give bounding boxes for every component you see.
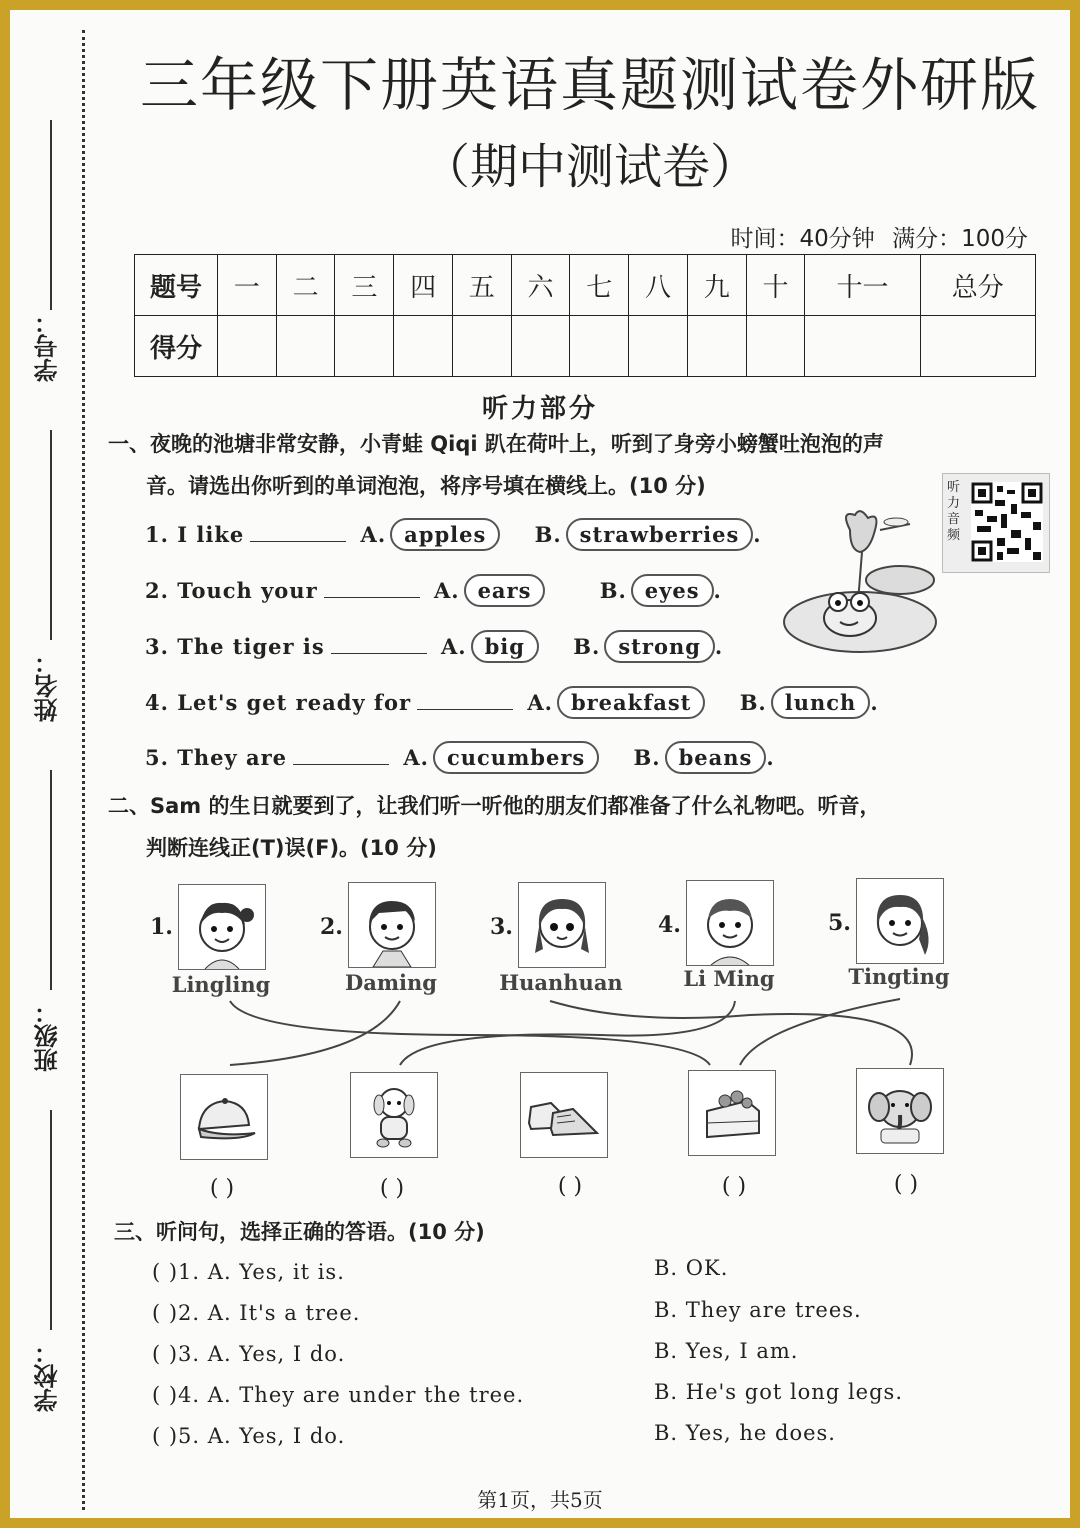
answer-blank[interactable] [324, 579, 420, 598]
school-underline [50, 1110, 52, 1330]
option-a-label: A. [403, 745, 429, 770]
section3-question-5-a: ( )5. A. Yes, I do. [152, 1424, 346, 1448]
score-header-row [135, 255, 1036, 316]
frog-on-lily-pad-icon [780, 510, 945, 660]
word-bubble-a[interactable]: big [471, 630, 539, 663]
cake-icon [688, 1070, 776, 1156]
answer-blank[interactable] [417, 691, 513, 710]
page-title: 三年级下册英语真题测试卷外研版 [139, 51, 1040, 119]
section2-instruction-line1: 二、Sam 的生日就要到了，让我们听一听他的朋友们都准备了什么礼物吧。听音， [108, 794, 881, 818]
score-header-cell: 七 [570, 255, 629, 316]
word-bubble-a[interactable]: breakfast [557, 686, 705, 719]
listening-heading: 听力部分 [481, 394, 598, 424]
word-bubble-b[interactable]: eyes [631, 574, 714, 607]
section1-instruction-line2: 音。请选出你听到的单词泡泡，将序号填在横线上。(10 分) [146, 474, 706, 498]
word-bubble-a[interactable]: apples [390, 518, 500, 551]
match-line [740, 999, 900, 1065]
section2-instruction-line2: 判断连线正(T)误(F)。(10 分) [146, 836, 437, 860]
answer-paren[interactable]: ( ) [721, 1174, 747, 1199]
score-header-cell: 四 [394, 255, 453, 316]
answer-blank[interactable] [331, 635, 427, 654]
answer-paren[interactable]: ( ) [209, 1176, 235, 1201]
score-cell[interactable] [687, 316, 746, 377]
sneakers-icon [520, 1072, 608, 1158]
full-score: 满分：100分 [892, 226, 1028, 252]
elephant-bag-icon [856, 1068, 944, 1154]
girl-huanhuan-portrait-icon [518, 882, 606, 968]
word-bubble-b[interactable]: strong [604, 630, 715, 663]
word-bubble-b[interactable]: strawberries [566, 518, 754, 551]
score-value-row [135, 316, 1036, 377]
score-cell[interactable] [570, 316, 629, 377]
person-number: 2. [320, 914, 343, 940]
listen-question-5: 5. They are A. cucumbers B. beans . [145, 741, 775, 774]
name-underline [50, 430, 52, 640]
score-header-cell: 五 [452, 255, 511, 316]
qr-label: 听力音频 [947, 480, 961, 543]
score-cell[interactable] [335, 316, 394, 377]
section3-question-5-b: B. Yes, he does. [654, 1421, 836, 1445]
person-name: Tingting [848, 964, 950, 989]
person-name: Huanhuan [499, 970, 623, 995]
class-underline [50, 770, 52, 990]
score-cell[interactable] [805, 316, 920, 377]
person-number: 4. [658, 912, 681, 938]
score-header-cell: 十一 [805, 255, 920, 316]
listen-question-2: 2. Touch your A. ears B. eyes . [145, 574, 722, 607]
class-label: 班级： [34, 1000, 62, 1072]
word-bubble-a[interactable]: ears [464, 574, 546, 607]
word-bubble-b[interactable]: beans [665, 741, 767, 774]
option-b-label: B. [599, 578, 627, 603]
score-cell[interactable] [276, 316, 335, 377]
answer-paren[interactable]: ( ) [379, 1176, 405, 1201]
girl-lingling-portrait-icon [178, 884, 266, 970]
toy-dog-icon [350, 1072, 438, 1158]
section3-question-3-b: B. Yes, I am. [654, 1339, 799, 1363]
score-cell[interactable] [511, 316, 570, 377]
exam-sheet [10, 10, 1070, 1518]
question-stem: 4. Let's get ready for [145, 690, 412, 715]
word-bubble-a[interactable]: cucumbers [433, 741, 599, 774]
school-label: 学校： [34, 1340, 62, 1412]
question-stem: 2. Touch your [145, 578, 318, 603]
score-header-cell: 八 [629, 255, 688, 316]
boy-li-ming-portrait-icon [686, 880, 774, 966]
section3-question-4-a: ( )4. A. They are under the tree. [152, 1383, 525, 1407]
person-name: Lingling [171, 972, 271, 997]
score-cell[interactable] [394, 316, 453, 377]
listen-question-4: 4. Let's get ready for A. breakfast B. lunch . [145, 686, 879, 719]
section3-question-3-a: ( )3. A. Yes, I do. [152, 1342, 346, 1366]
score-header-cell: 一 [218, 255, 277, 316]
person-number: 3. [490, 914, 513, 940]
option-a-label: A. [527, 690, 553, 715]
matching-lines [170, 995, 970, 1070]
option-b-label: B. [739, 690, 767, 715]
qr-code-block[interactable] [942, 473, 1050, 573]
section1-instruction-line1: 一、夜晚的池塘非常安静，小青蛙 Qiqi 趴在荷叶上，听到了身旁小螃蟹吐泡泡的声 [108, 432, 884, 456]
exam-meta [721, 220, 1029, 253]
listen-question-3: 3. The tiger is A. big B. strong . [145, 630, 723, 663]
word-bubble-b[interactable]: lunch [771, 686, 871, 719]
listen-question-1: 1. I like A. apples B. strawberries . [145, 518, 762, 551]
section3-instruction: 三、听问句，选择正确的答语。(10 分) [114, 1220, 485, 1244]
boy-daming-portrait-icon [348, 882, 436, 968]
time-limit: 时间：40分钟 [730, 226, 875, 252]
person-name: Li Ming [683, 966, 775, 991]
option-b-label: B. [573, 634, 601, 659]
answer-paren[interactable]: ( ) [893, 1172, 919, 1197]
option-b-label: B. [534, 522, 562, 547]
id-underline [50, 120, 52, 310]
score-header-cell: 总分 [920, 255, 1035, 316]
question-stem: 5. They are [145, 745, 288, 770]
option-b-label: B. [633, 745, 661, 770]
section3-question-2-a: ( )2. A. It's a tree. [152, 1301, 361, 1325]
section3-question-1-b: B. OK. [654, 1256, 729, 1280]
section3-question-4-b: B. He's got long legs. [654, 1380, 903, 1404]
score-header-cell: 九 [687, 255, 746, 316]
score-cell[interactable] [746, 316, 805, 377]
score-cell[interactable] [920, 316, 1035, 377]
person-number: 5. [828, 910, 851, 936]
binding-dotted-line [82, 30, 85, 1510]
question-stem: 3. The tiger is [145, 634, 325, 659]
score-header-cell: 题号 [135, 255, 218, 316]
cap-icon [180, 1074, 268, 1160]
answer-paren[interactable]: ( ) [557, 1174, 583, 1199]
person-name: Daming [345, 970, 437, 995]
score-cell[interactable] [452, 316, 511, 377]
question-stem: 1. I like [145, 522, 245, 547]
score-header-cell: 六 [511, 255, 570, 316]
score-table [134, 254, 1036, 377]
girl-tingting-portrait-icon [856, 878, 944, 964]
section3-question-2-b: B. They are trees. [654, 1298, 862, 1322]
name-label: 姓名： [34, 650, 62, 722]
score-header-cell: 十 [746, 255, 805, 316]
answer-blank[interactable] [250, 523, 346, 542]
id-label: 学号： [34, 310, 62, 382]
qr-code-icon [971, 482, 1043, 562]
person-number: 1. [150, 914, 173, 940]
score-header-cell: 二 [276, 255, 335, 316]
section3-question-1-a: ( )1. A. Yes, it is. [152, 1260, 345, 1284]
score-row-label: 得分 [135, 316, 218, 377]
page-footer: 第1页，共5页 [477, 1488, 603, 1512]
match-line [400, 1001, 735, 1065]
score-cell[interactable] [629, 316, 688, 377]
score-cell[interactable] [218, 316, 277, 377]
option-a-label: A. [360, 522, 387, 547]
page-subtitle: （期中测试卷） [421, 139, 758, 195]
option-a-label: A. [433, 578, 460, 603]
option-a-label: A. [441, 634, 467, 659]
answer-blank[interactable] [293, 746, 389, 765]
score-header-cell: 三 [335, 255, 394, 316]
